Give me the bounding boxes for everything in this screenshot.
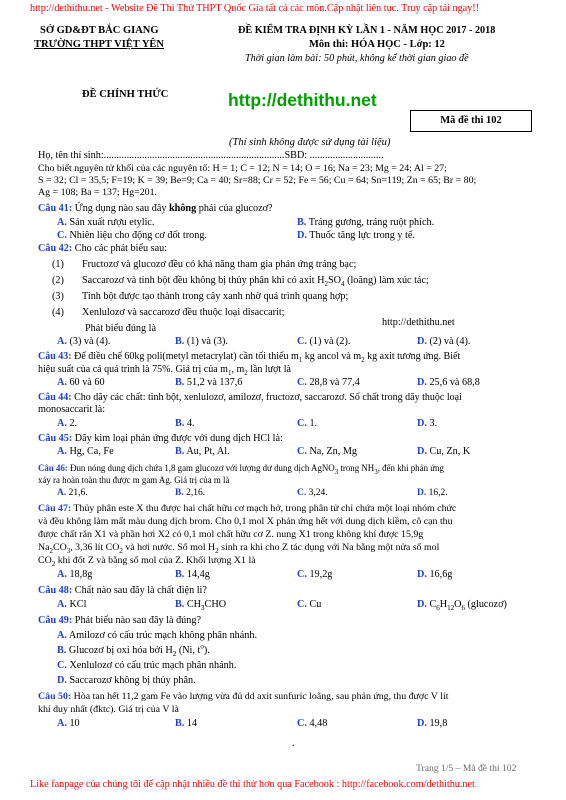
top-banner[interactable]: http://dethithu.net - Website Đề Thi Thử THPT Quốc Gia tất cả các môn.Cập nhật liên tục. Truy cập tải ngay!!: [30, 3, 480, 14]
q45-option-a[interactable]: A. Hg, Ca, Fe: [57, 446, 114, 457]
notice: (Thí sinh không được sử dụng tài liệu): [229, 137, 391, 148]
q50-option-a[interactable]: A. 10: [57, 718, 80, 729]
q41-option-b[interactable]: B. Tráng gương, tráng ruột phích.: [297, 217, 435, 228]
q44-option-a[interactable]: A. 2.: [57, 418, 78, 429]
question-46: Câu 46: Đun nóng dung dịch chứa 1,8 gam glucozơ với lượng dư dung dịch AgNO$_3$ trong $NH_3$, đến khi phản ứng: [38, 463, 444, 476]
q48-option-b[interactable]: B. $CH_3CHO$: [175, 599, 227, 613]
q41-option-d[interactable]: D. Thuốc tăng lực trong y tế.: [297, 230, 415, 241]
q43-option-c[interactable]: C. 28,8 và 77,4: [297, 377, 360, 388]
q42-correct-label: Phát biểu đúng là: [85, 323, 157, 334]
q42-option-a[interactable]: A. (3) và (4).: [57, 336, 111, 347]
atomic-masses-2: S = 32; Cl = 35,5; F=19; K = 39; Be=9; Ca = 40; Sr=88; Cr = 52; Fe = 56; Cu = 64; Sn=119; Zn = 65; Br = 80;: [38, 175, 477, 186]
question-45: Câu 45: Dãy kim loại phản ứng được với dung dịch HCl là:: [38, 433, 283, 444]
q42-option-b[interactable]: B. (1) và (3).: [175, 336, 228, 347]
department-name: SỞ GD&ĐT BẮC GIANG: [40, 25, 159, 36]
q42-site-link[interactable]: http://dethithu.net: [382, 317, 455, 328]
q47-option-d[interactable]: D. 16,6g: [417, 569, 453, 580]
question-50-line-2: khí duy nhất (đktc). Giá trị của V là: [38, 704, 179, 715]
question-44: Câu 44: Cho dãy các chất: tinh bột, xenlulozơ, amilozơ, fructozơ, saccarozơ. Số chất trong dãy thuộc loại: [38, 392, 462, 403]
q49-option-a[interactable]: A. Amilozơ có cấu trúc mạch không phân nhánh.: [57, 630, 258, 641]
footer-dot: .: [292, 738, 295, 749]
atomic-masses-3: Ag = 108; Ba = 137; Hg=201.: [38, 187, 158, 198]
q48-option-d[interactable]: D. $C_6H_{12}O_6$ (glucozơ): [417, 599, 507, 613]
q46-option-b[interactable]: B. 2,16.: [175, 488, 206, 498]
q47-option-b[interactable]: B. 14,4g: [175, 569, 210, 580]
question-49: Câu 49: Phát biểu nào sau đây là đúng?: [38, 615, 201, 626]
exam-title: ĐỀ KIỂM TRA ĐỊNH KỲ LẦN 1 - NĂM HỌC 2017 - 2018: [238, 25, 496, 36]
question-47-line-4: $Na_2CO_3$, 3,36 lít $CO_2$ và hơi nước. Số mol $H_2$ sinh ra khi cho Z tác dụng với Na bằng một nửa số mol: [38, 542, 440, 555]
q48-option-a[interactable]: A. KCl: [57, 599, 87, 610]
official-label: ĐỀ CHÍNH THỨC: [82, 89, 169, 100]
q42-number: Câu 42:: [38, 243, 73, 254]
q41-text-b: phải của glucozơ?: [196, 203, 273, 214]
q50-option-c[interactable]: C. 4,48: [297, 718, 328, 729]
question-50: Câu 50: Hòa tan hết 11,2 gam Fe vào lượng vừa đủ dd axit sunfuric loãng, sau phản ứng, thu được V lít: [38, 691, 449, 702]
exam-subject: Môn thi: HÓA HỌC - Lớp: 12: [309, 39, 445, 50]
q41-text-bold: không: [169, 203, 197, 214]
exam-time: Thời gian làm bài: 50 phút, không kể thời gian giao đề: [245, 53, 469, 64]
question-44-line-2: monosaccarit là:: [38, 404, 106, 415]
question-42: [38, 243, 167, 255]
question-47-line-5: $CO_2$ khi đốt Z và bằng số mol của Z. Khối lượng X1 là: [38, 555, 256, 568]
q43-option-b[interactable]: B. 51,2 và 137,6: [175, 377, 243, 388]
atomic-masses-1: Cho biết nguyên tử khối của các nguyên tố: H = 1; C = 12; N = 14; O = 16; Na = 23; Mg = 24; Al = 27;: [38, 163, 447, 174]
question-43: Câu 43: Để điều chế 60kg poli(metyl metacrylat) cần tối thiểu $m_1$ kg ancol và $m_2$ kg axit tương ứng. Biết: [38, 351, 461, 364]
question-47-line-3: được chất rắn X1 và phần hơi X2 có 0,1 mol chất hữu cơ Z. nung X1 trong không khí được 15,9g: [38, 529, 424, 540]
q44-option-d[interactable]: D. 3.: [417, 418, 438, 429]
q42-statement-2: (2) Saccarozơ và tinh bột đều không bị thủy phân khi có axit $H_2SO_4$ (loãng) làm xúc tác;: [52, 275, 429, 289]
page-info: Trang 1/5 – Mã đề thi 102: [416, 763, 517, 774]
q42-text: Cho các phát biểu sau:: [72, 243, 168, 254]
exam-code-text: Mã đề thi 102: [440, 115, 502, 126]
q44-option-b[interactable]: B. 4.: [175, 418, 195, 429]
question-48: Câu 48: Chất nào sau đây là chất điện li?: [38, 585, 207, 596]
q46-option-a[interactable]: A. 21,6.: [57, 488, 88, 498]
q45-option-b[interactable]: B. Au, Pt, Al.: [175, 446, 230, 457]
name-line: Họ, tên thí sinh:.......................................................................SBD: .............................: [38, 150, 384, 161]
q50-option-d[interactable]: D. 19,8: [417, 718, 448, 729]
q48-option-c[interactable]: C. Cu: [297, 599, 322, 610]
q47-option-a[interactable]: A. 18,8g: [57, 569, 93, 580]
question-47-line-2: và đều không làm mất màu dung dịch brom. Cho 0,1 mol X phản ứng hết với dung dịch kiềm, cô cạn thu: [38, 516, 453, 527]
site-watermark[interactable]: http://dethithu.net: [228, 90, 377, 110]
q42-statement-3: (3) Tinh bột được tạo thành trong cây xanh nhờ quá trình quang hợp;: [52, 291, 349, 302]
q42-statement-4: (4) Xenlulozơ và saccarozơ đều thuộc loại disaccarit;: [52, 307, 285, 318]
q49-option-b[interactable]: B. Glucozơ bị oxi hóa bởi $H_2$ (Ni, $t^o$).: [57, 642, 210, 659]
question-41: [38, 203, 273, 215]
q46-option-c[interactable]: C. 3,24.: [297, 488, 328, 498]
exam-code-box: [410, 110, 532, 132]
q43-option-a[interactable]: A. 60 và 60: [57, 377, 105, 388]
bottom-banner[interactable]: Like fanpage của chúng tôi để cập nhật nhiều đề thi thử hơn qua Facebook : http://facebook.com/dethithu.net: [30, 779, 475, 790]
q41-option-c[interactable]: C. Nhiên liệu cho động cơ đốt trong.: [57, 230, 207, 241]
q42-option-c[interactable]: C. (1) và (2).: [297, 336, 351, 347]
question-47: Câu 47: Thủy phân este X thu được hai chất hữu cơ mạch hở, trong phân tử chỉ chứa một loại nhóm chức: [38, 503, 457, 514]
q44-option-c[interactable]: C. 1.: [297, 418, 318, 429]
q46-option-d[interactable]: D. 16,2.: [417, 488, 448, 498]
question-46-line-2: xảy ra hoàn toàn thu được m gam Ag. Giá trị của m là: [38, 475, 230, 485]
q45-option-d[interactable]: D. Cu, Zn, K: [417, 446, 471, 457]
q42-option-d[interactable]: D. (2) và (4).: [417, 336, 471, 347]
q41-text-a: Ứng dụng nào sau đây: [72, 203, 169, 214]
q41-number: Câu 41:: [38, 203, 73, 214]
q49-option-d[interactable]: D. Saccarozơ không bị thủy phân.: [57, 675, 196, 686]
q50-option-b[interactable]: B. 14: [175, 718, 198, 729]
q47-option-c[interactable]: C. 19,2g: [297, 569, 333, 580]
school-name: TRƯỜNG THPT VIỆT YÊN: [34, 39, 165, 50]
q49-option-c[interactable]: C. Xenlulozơ có cấu trúc mạch phân nhánh.: [57, 660, 237, 671]
q45-option-c[interactable]: C. Na, Zn, Mg: [297, 446, 357, 457]
question-43-line-2: hiệu suất của cả quá trình là 75%. Giá trị của $m_1$, $m_2$ lần lượt là: [38, 364, 291, 377]
q43-option-d[interactable]: D. 25,6 và 68,8: [417, 377, 480, 388]
q42-statement-1: (1) Fructozơ và glucozơ đều có khả năng tham gia phản ứng tráng bạc;: [52, 259, 357, 270]
q41-option-a[interactable]: A. Sản xuất rượu etylic.: [57, 217, 155, 228]
